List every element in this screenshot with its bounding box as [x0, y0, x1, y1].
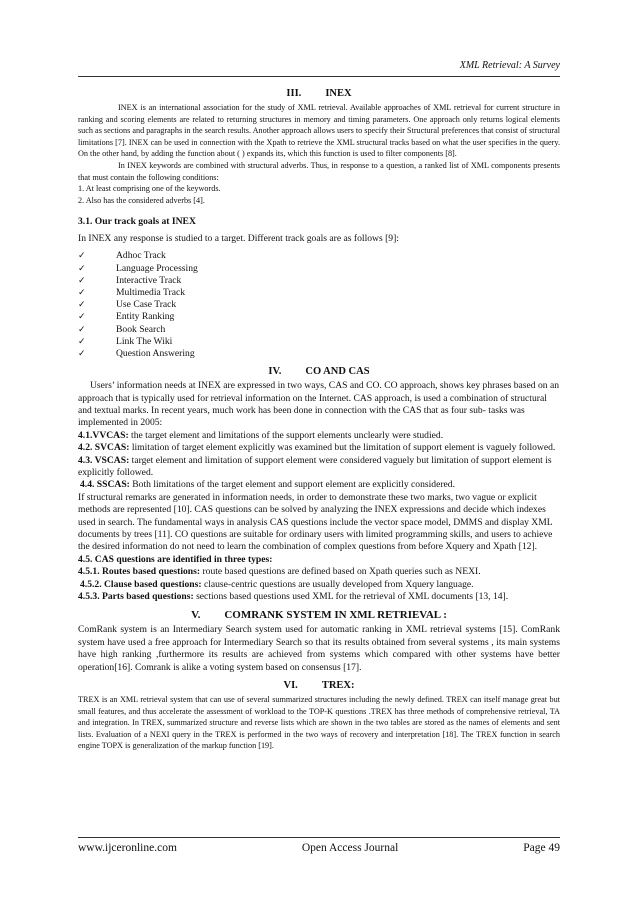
vvcas-item: [78, 430, 560, 442]
routes-based-item: [78, 566, 560, 578]
checkmark-icon: ✓: [78, 287, 86, 298]
checkmark-icon: ✓: [78, 263, 86, 274]
section-title: COMRANK SYSTEM IN XML RETRIEVAL :: [224, 609, 447, 622]
track-name: Use Case Track: [116, 299, 177, 311]
section-number: IV.: [268, 366, 282, 378]
section-heading-co-cas: [78, 366, 560, 377]
item-label: 4.4. SSCAS:: [80, 479, 130, 491]
page-footer: [78, 842, 560, 854]
trex-paragraph: TREX is an XML retrieval system that can use of several summarized structures including the newly defined. TREX can itself manage great but small features, and thus accelerate the assessment of workload to the TOP-K questions .TREX has three methods of comprehensive retrieval, TA and integration. In TREX, summarized structure and reverse lists which are shown in the two tables are stored as the names of elements and sent lists. Evaluation of a NEXI query in the TREX is performed in the two ways of recovery and interpretation [18]. The TREX function in search engine TOPX is generalization of the markup function [19].: [78, 695, 560, 751]
page-content: [78, 84, 560, 752]
checkmark-icon: ✓: [78, 275, 86, 286]
cas-types-heading: 4.5. CAS questions are identified in three types:: [78, 553, 273, 565]
section-heading-comrank: [78, 609, 560, 621]
subsection-heading-track-goals: 3.1. Our track goals at INEX: [78, 216, 196, 228]
list-item: [78, 336, 560, 348]
clause-based-item: [78, 579, 560, 591]
section-title: CO AND CAS: [305, 366, 370, 378]
list-item: [78, 263, 560, 275]
list-item: [78, 287, 560, 299]
checkmark-icon: ✓: [78, 251, 86, 262]
item-text: sections based questions used XML for the retrieval of XML documents [13, 14].: [193, 591, 509, 603]
track-name: Multimedia Track: [116, 286, 186, 298]
section-number: V.: [191, 609, 201, 622]
list-item: [78, 299, 560, 311]
list-item: [78, 348, 560, 360]
co-cas-paragraph-1: Users’ information needs at INEX are expressed in two ways, CAS and CO. CO approach, shows key phrases based on an approach that is typically used for retrieval information on the Internet. CAS approach, is used a combination of structural and textual marks. In recent years, much work has been done in connection with the CAS that as four sub- tasks was implemented in 2005:: [78, 380, 560, 429]
track-name: Adhoc Track: [116, 250, 166, 262]
section-heading-inex: [78, 88, 560, 99]
section-heading-trex: [78, 680, 560, 691]
list-item: [78, 250, 560, 262]
section-number: VI.: [283, 680, 298, 692]
checkmark-icon: ✓: [78, 324, 86, 335]
footer-page-number: Page 49: [523, 842, 560, 854]
list-item: [78, 324, 560, 336]
checkmark-icon: ✓: [78, 300, 86, 311]
item-text: Both limitations of the target element and support element are explicitly considered.: [129, 479, 455, 491]
track-name: Language Processing: [116, 262, 198, 274]
track-name: Question Answering: [116, 347, 195, 359]
track-name: Link The Wiki: [116, 335, 173, 347]
list-item: [78, 311, 560, 323]
svcas-item: [78, 442, 560, 454]
footer-website-link[interactable]: www.ijceronline.com: [78, 842, 177, 854]
section-title: TREX:: [321, 680, 355, 692]
track-list: [78, 250, 560, 360]
track-name: Interactive Track: [116, 274, 182, 286]
checkmark-icon: ✓: [78, 336, 86, 347]
checkmark-icon: ✓: [78, 348, 86, 359]
inex-paragraph-2: In INEX keywords are combined with structural adverbs. Thus, in response to a question, a ranked list of XML components presents that must contain the following conditions:: [78, 160, 560, 182]
running-header: XML Retrieval: A Survey: [459, 60, 560, 71]
track-name: Entity Ranking: [116, 311, 175, 323]
inex-condition-1: 1. At least comprising one of the keywords.: [78, 184, 221, 194]
header-rule: [78, 76, 560, 77]
track-name: Book Search: [116, 323, 166, 335]
item-label: 4.5.1. Routes based questions:: [78, 566, 201, 578]
list-item: [78, 275, 560, 287]
sscas-item: [78, 479, 560, 491]
item-text: the target element and limitations of the support elements unclearly were studied.: [128, 429, 444, 441]
item-label: 4.2. SVCAS:: [78, 442, 130, 454]
item-label: 4.1.VVCAS:: [78, 429, 129, 441]
track-goals-intro: In INEX any response is studied to a target. Different track goals are as follows [9]:: [78, 233, 399, 245]
item-text: clause-centric questions are usually developed from Xquery language.: [201, 578, 474, 590]
checkmark-icon: ✓: [78, 312, 86, 323]
item-text: limitation of target element explicitly was examined but the limitation of support element is vaguely followed.: [129, 442, 556, 454]
item-label: 4.5.2. Clause based questions:: [80, 578, 202, 590]
inex-paragraph-1: INEX is an international association for the study of XML retrieval. Available approaches of XML retrieval for current structure in ranking and scoring elements are related to returning structures in memory and timing parameters. One approach only returns logical elements such as sections and paragraphs in the search results. Another approach allows users to specify their Structural preferences that consist of structural limitations [7]. INEX can be used in connection with the Xpath to retrieve the XML structural tracks based on what the user specifies in the query. On the other hand, by adding the function about ( ) expands its, which this function is used to filter components [8].: [78, 103, 560, 159]
vscas-item: [78, 455, 560, 480]
item-text: target element and limitation of support element were considered vaguely but limitation of support element is explicitly followed.: [78, 454, 552, 479]
item-text: route based questions are defined based on Xpath queries such as NEXI.: [200, 566, 481, 578]
item-label: 4.3. VSCAS:: [78, 454, 130, 466]
comrank-paragraph: ComRank system is an Intermediary Search system used for automatic ranking in XML retrieval systems [15]. ComRank system have used a free approach for Intermediary Search so that its results obtained from several systems , its main systems have high ranking ,furthermore its results are achieved from systems which compared with other systems have better operation[16]. Comrank is alike a voting system based on consensus [17].: [78, 624, 560, 673]
item-label: 4.5.3. Parts based questions:: [78, 591, 194, 603]
footer-journal: Open Access Journal: [301, 842, 399, 854]
footer-rule: [78, 837, 560, 838]
co-cas-paragraph-2: If structural remarks are generated in information needs, in order to demonstrate these two marks, two vague or explicit methods are represented [10]. CAS questions can be solved by analyzing the INEX expressions and decide which indexes used in search. The fundamental ways in analysis CAS questions include the vector space model, DMMS and display XML documents by trees [11]. CO questions are suitable for ordinary users with limited programming skills, and users to achieve the desired information do not need to learn the combination of complex questions from before Xquery and Xpath [12].: [78, 491, 553, 553]
section-number: III.: [286, 88, 302, 99]
parts-based-item: [78, 591, 560, 603]
inex-condition-2: 2. Also has the considered adverbs [4].: [78, 195, 205, 205]
section-title: INEX: [325, 88, 352, 99]
